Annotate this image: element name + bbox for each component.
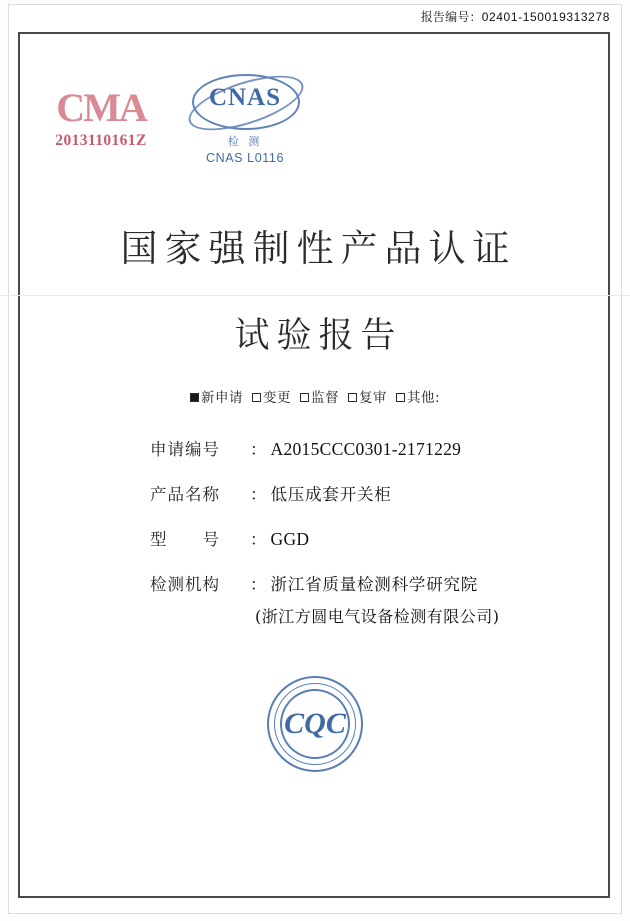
certification-marks: [0, 62, 630, 192]
option-label-review: 复审: [358, 390, 387, 406]
field-colon-testing-organization: ：: [250, 575, 267, 594]
option-new-application[interactable]: [190, 386, 243, 406]
field-label-model: 型 号: [150, 530, 220, 549]
checkbox-other[interactable]: [396, 393, 405, 402]
cnas-registration: CNAS L0116: [205, 151, 285, 165]
cnas-mark: [170, 70, 320, 165]
cma-symbol: CMA: [56, 85, 146, 130]
field-colon-model: ：: [250, 530, 267, 549]
cqc-symbol: CQC: [284, 707, 346, 740]
field-model: [150, 526, 570, 550]
report-number: [421, 8, 610, 25]
field-application-number: [150, 436, 570, 460]
option-supervision[interactable]: [300, 386, 339, 406]
option-change[interactable]: [252, 386, 291, 406]
checkbox-review[interactable]: [348, 393, 357, 402]
report-number-value: 02401-150019313278: [481, 10, 610, 24]
field-testing-organization: [150, 571, 570, 595]
option-review[interactable]: [348, 386, 387, 406]
cnas-name: CNAS: [208, 84, 282, 111]
scan-artifact-line: [0, 295, 630, 296]
cnas-category: 检 测: [227, 135, 263, 148]
field-value-product-name: 低压成套开关柜: [270, 485, 392, 504]
document-fields: [150, 436, 570, 645]
checkbox-new-application[interactable]: [190, 393, 199, 402]
field-label-application-number: 申请编号: [150, 440, 220, 459]
field-colon-product-name: ：: [250, 485, 267, 504]
cnas-logo-icon: [186, 70, 304, 132]
field-value-model: GGD: [270, 529, 310, 549]
field-label-product-name: 产品名称: [150, 485, 220, 504]
field-colon-application-number: ：: [250, 440, 267, 459]
checkbox-supervision[interactable]: [300, 393, 309, 402]
page-subtitle: 试验报告: [234, 316, 403, 356]
field-value-application-number: A2015CCC0301-2171229: [270, 439, 462, 459]
cma-mark: [36, 86, 166, 150]
cqc-seal-icon: [267, 676, 363, 772]
field-value-testing-organization-subsidiary: (浙江方圆电气设备检测有限公司): [255, 607, 500, 626]
application-type-options: [0, 386, 630, 406]
option-other[interactable]: [396, 386, 440, 406]
option-label-other: 其他:: [406, 390, 441, 406]
field-label-testing-organization: 检测机构: [150, 575, 220, 594]
cma-code: 2013110161Z: [55, 132, 147, 149]
page-title: 国家强制性产品认证: [120, 227, 517, 270]
option-label-supervision: 监督: [310, 390, 339, 406]
checkbox-change[interactable]: [252, 393, 261, 402]
field-value-testing-organization: 浙江省质量检测科学研究院: [270, 575, 479, 594]
option-label-change: 变更: [262, 390, 291, 406]
option-label-new-application: 新申请: [200, 390, 243, 406]
report-number-label: 报告编号：: [420, 10, 482, 24]
field-product-name: [150, 481, 570, 505]
